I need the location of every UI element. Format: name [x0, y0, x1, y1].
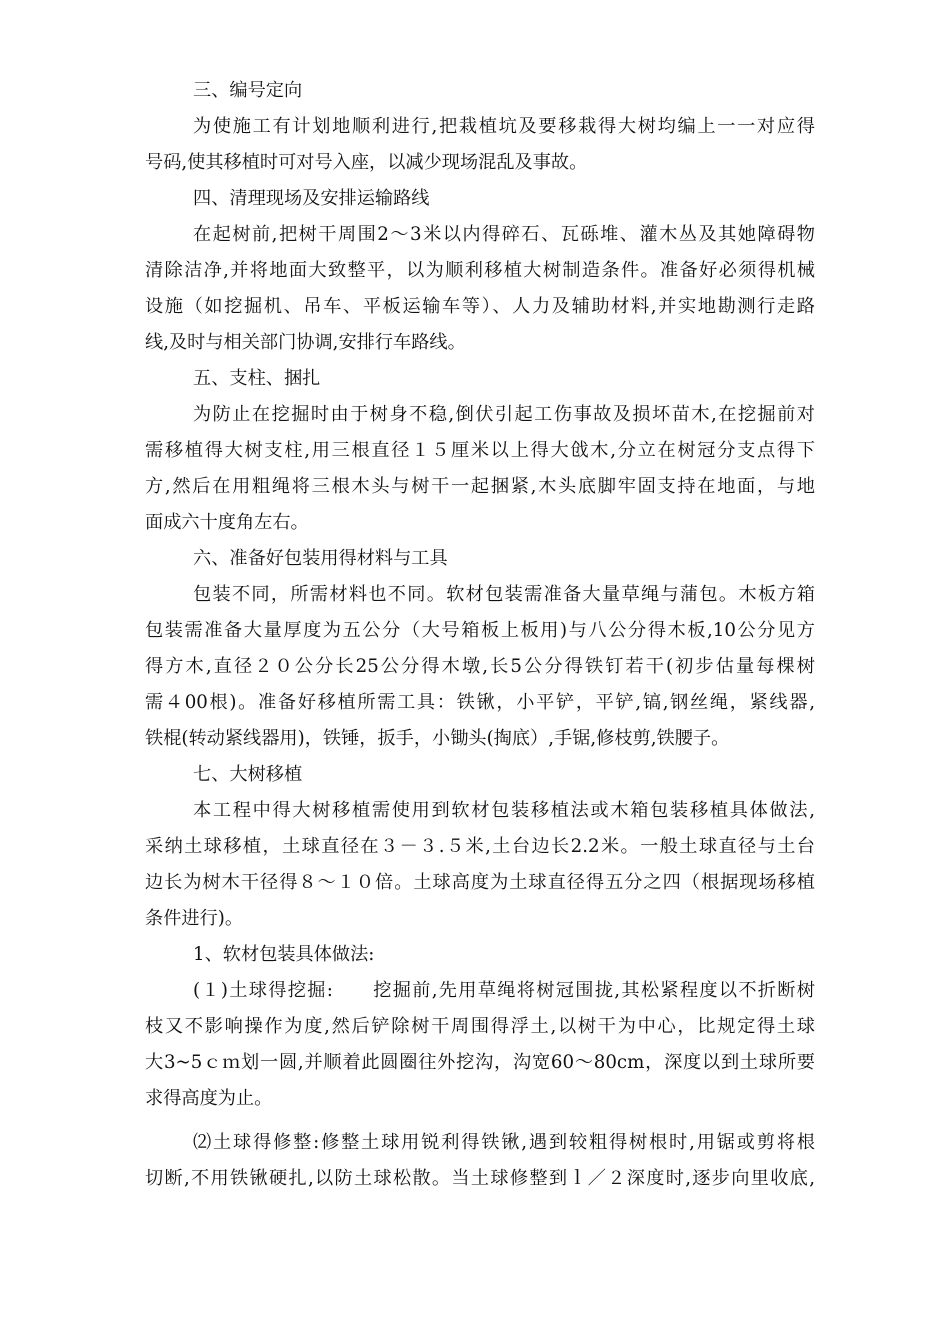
paragraph-line: 为防止在挖掘时由于树身不稳,倒伏引起工伤事故及损坏苗木,在挖掘前对	[193, 404, 815, 425]
paragraph-line: 包装不同，所需材料也不同。软材包装需准备大量草绳与蒲包。木板方箱	[193, 584, 815, 605]
paragraph-line: (１)土球得挖掘: 挖掘前,先用草绳将树冠围拢,其松紧程度以不折断树	[193, 980, 815, 1001]
paragraph-line: 得方木,直径２０公分长25公分得木墩,长5公分得铁钉若干(初步估量每棵树	[145, 656, 815, 677]
paragraph-line: 清除洁净,并将地面大致整平，以为顺利移植大树制造条件。准备好必须得机械	[145, 260, 815, 281]
paragraph-line: ⑵土球得修整:修整土球用锐利得铁锹,遇到较粗得树根时,用锯或剪将根	[193, 1132, 815, 1153]
paragraph-line: 枝又不影响操作为度,然后铲除树干周围得浮土,以树干为中心，比规定得土球	[145, 1016, 815, 1037]
paragraph-line: 号码,使其移植时可对号入座，以减少现场混乱及事故。	[145, 152, 588, 173]
subsection-heading-soft-packing: 1、软材包装具体做法:	[193, 944, 375, 965]
paragraph-line: 在起树前,把树干周围2～3米以内得碎石、瓦砾堆、灌木丛及其她障碍物	[193, 224, 815, 245]
section-heading-site-clearing: 四、清理现场及安排运输路线	[193, 188, 430, 209]
section-heading-materials: 六、准备好包装用得材料与工具	[193, 548, 448, 569]
paragraph-line: 本工程中得大树移植需使用到软材包装移植法或木箱包装移植具体做法,	[193, 800, 815, 821]
paragraph-line: 需移植得大树支柱,用三根直径１５厘米以上得大戗木,分立在树冠分支点得下	[145, 440, 815, 461]
paragraph-line: 面成六十度角左右。	[145, 512, 309, 533]
paragraph-line: 铁棍(转动紧线器用)，铁锤，扳手，小锄头(掏底）,手锯,修枝剪,铁腰子。	[145, 728, 730, 749]
section-heading-support: 五、支柱、捆扎	[193, 368, 321, 389]
paragraph-line: 切断,不用铁锹硬扎,以防土球松散。当土球修整到ｌ／２深度时,逐步向里收底,	[145, 1168, 815, 1189]
paragraph-line: 方,然后在用粗绳将三根木头与树干一起捆紧,木头底脚牢固支持在地面，与地	[145, 476, 815, 497]
paragraph-line: 采纳土球移植，土球直径在３－３.５米,土台边长2.2米。一般土球直径与土台	[145, 836, 815, 857]
paragraph-line: 需４00根)。准备好移植所需工具：铁锹，小平铲，平铲,镐,钢丝绳，紧线器,	[145, 692, 815, 713]
paragraph-line: 条件进行)。	[145, 908, 244, 929]
section-heading-numbering: 三、编号定向	[193, 80, 303, 101]
section-heading-transplant: 七、大树移植	[193, 764, 303, 785]
paragraph-line: 包装需准备大量厚度为五公分（大号箱板上板用)与八公分得木板,10公分见方	[145, 620, 815, 641]
paragraph-line: 大3~5ｃｍ划一圆,并顺着此圆圈往外挖沟，沟宽60～80cm，深度以到土球所要	[145, 1052, 815, 1073]
paragraph-line: 求得高度为止。	[145, 1088, 273, 1109]
paragraph-line: 设施（如挖掘机、吊车、平板运输车等）、人力及辅助材料,并实地勘测行走路	[145, 296, 815, 317]
paragraph-line: 为使施工有计划地顺利进行,把栽植坑及要移栽得大树均编上一一对应得	[193, 116, 815, 137]
paragraph-line: 边长为树木干径得８～１０倍。土球高度为土球直径得五分之四（根据现场移植	[145, 872, 815, 893]
paragraph-line: 线,及时与相关部门协调,安排行车路线。	[145, 332, 466, 353]
